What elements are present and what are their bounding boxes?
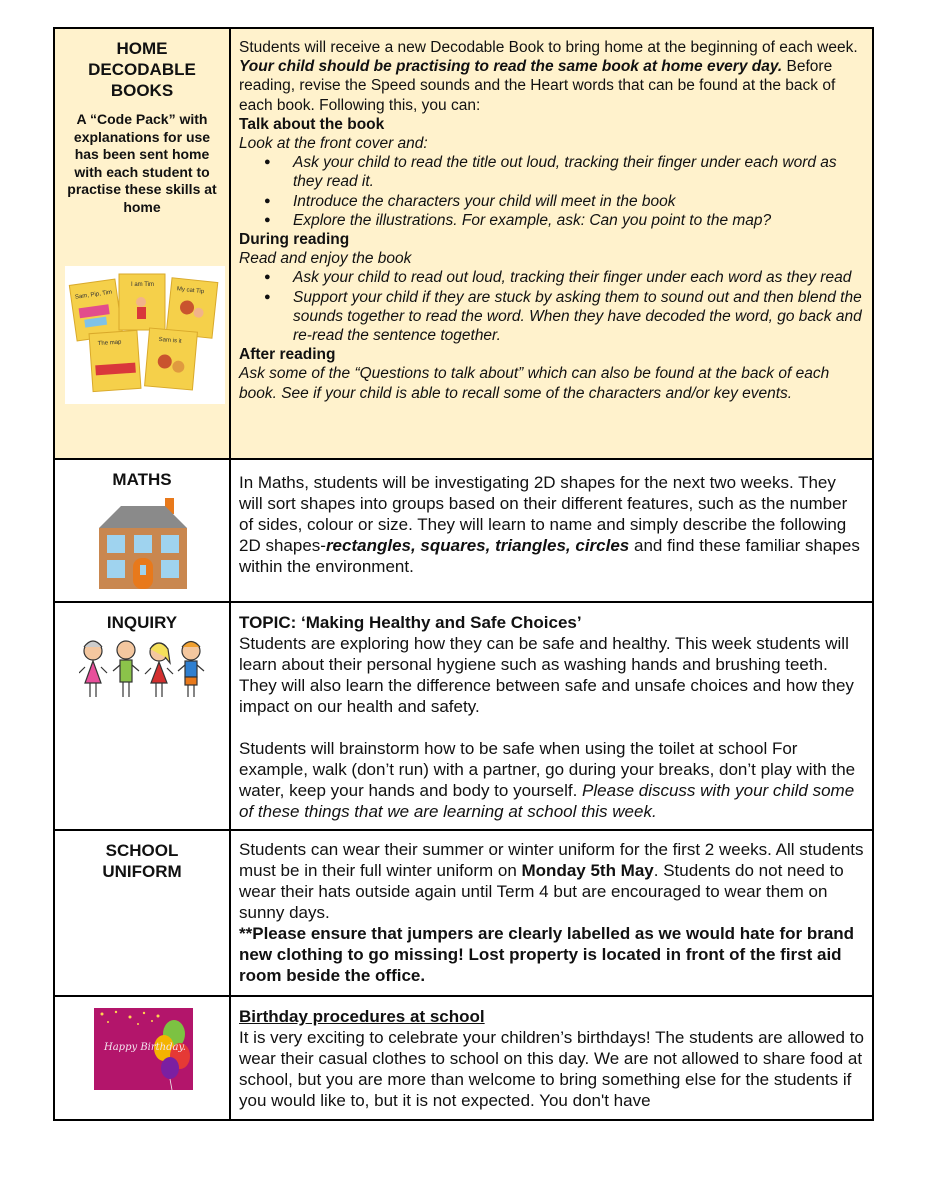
uniform-content bbox=[231, 831, 872, 995]
book-title: My cat Tip bbox=[176, 286, 205, 296]
row-label-cell bbox=[55, 603, 231, 829]
row-label-cell bbox=[55, 831, 231, 995]
list-item: ● Introduce the characters your child will meet in the book bbox=[293, 192, 864, 211]
during-reading-heading: During reading bbox=[239, 231, 350, 249]
row-label-cell bbox=[55, 997, 231, 1119]
row-birthday bbox=[55, 997, 872, 1119]
list-item: ● Ask your child to read the title out loud, tracking their finger under each word as they read it. bbox=[293, 153, 864, 191]
talk-about-heading: Talk about the book bbox=[239, 115, 385, 133]
uniform-text: Students can wear their summer or winter uniform for the first 2 weeks. All students must be in their full winter uniform on Monday 5th May. Students do not need to wear their hats outside again until Term 4 but are encouraged to wear them on sunny days. bbox=[239, 840, 864, 922]
decodable-books-image bbox=[65, 266, 225, 404]
card-text: Happy Birthday. bbox=[104, 1042, 186, 1053]
book-title: The map bbox=[97, 339, 122, 348]
row-label-cell bbox=[55, 29, 231, 458]
book-cover bbox=[119, 274, 165, 330]
row-maths bbox=[55, 460, 872, 603]
book-title: I am Tim bbox=[131, 282, 155, 288]
practise-daily-note: Your child should be practising to read the same book at home every day. bbox=[239, 58, 783, 76]
after-reading-text: Ask some of the “Questions to talk about” which can also be found at the back of each book. See if your child is able to recall some of the characters and/or key events. bbox=[239, 365, 830, 402]
book-title: Sam, Pip, Tim bbox=[74, 289, 113, 301]
code-pack-note: A “Code Pack” with explanations for use has been sent home with each student to practise these skills at home bbox=[67, 111, 217, 215]
decodable-intro: Students will receive a new Decodable Book to bring home at the beginning of each week. Your child should be practising to read the same book at home every day. Before reading, revise the Speed sounds and the Heart words that can be found at the back of each book. Following this, you can: bbox=[239, 39, 858, 114]
decodable-books-content bbox=[231, 29, 872, 458]
row-heading: MATHS bbox=[112, 470, 172, 489]
birthday-content bbox=[231, 997, 872, 1119]
discuss-note: Please discuss with your child some of these things that we are learning at school this week. bbox=[239, 781, 855, 821]
during-reading-lead: Read and enjoy the book bbox=[239, 250, 412, 268]
shape-list: rectangles, squares, triangles, circles bbox=[325, 536, 630, 555]
info-table bbox=[53, 27, 874, 1121]
row-inquiry bbox=[55, 603, 872, 831]
row-heading: SCHOOL UNIFORM bbox=[102, 841, 182, 881]
birthday-card-image bbox=[94, 1008, 193, 1095]
birthday-text: It is very exciting to celebrate your children’s birthdays! The students are allowed to wear their casual clothes to school on this day. We are not allowed to share food at school, but you are more than welcome to bring something else for the students if you would like to, but it is not expected. You don't have bbox=[239, 1028, 864, 1110]
house-shapes-image bbox=[97, 498, 189, 595]
book-title: Sam is it bbox=[158, 336, 182, 345]
inquiry-content bbox=[231, 603, 872, 829]
row-label-cell bbox=[55, 460, 231, 601]
after-reading-heading: After reading bbox=[239, 346, 336, 364]
row-heading: INQUIRY bbox=[106, 613, 178, 632]
row-heading: HOME DECODABLE BOOKS bbox=[88, 39, 196, 100]
labelling-notice: **Please ensure that jumpers are clearly labelled as we would hate for brand new clothing to go missing! Lost property is located in front of the first aid room beside the office. bbox=[239, 924, 855, 985]
talk-about-list bbox=[239, 153, 864, 230]
row-decodable-books bbox=[55, 29, 872, 460]
children-drawing bbox=[79, 637, 209, 708]
during-reading-list bbox=[239, 268, 864, 345]
book-cover bbox=[145, 328, 198, 390]
list-item: ● Support your child if they are stuck by asking them to sound out and then blend the sounds together to read the word. When they have decoded the word, go back and re-read the sentence together. bbox=[293, 288, 864, 346]
inquiry-paragraph: Students are exploring how they can be safe and healthy. This week students will learn about their personal hygiene such as washing hands and brushing teeth. They will also learn the difference between safe and unsafe choices and how they impact on our health and safety. bbox=[239, 634, 854, 716]
birthday-heading: Birthday procedures at school bbox=[239, 1007, 485, 1026]
winter-uniform-date: Monday 5th May bbox=[521, 861, 654, 880]
list-item: ● Ask your child to read out loud, tracking their finger under each word as they read bbox=[293, 268, 864, 287]
list-item: ● Explore the illustrations. For example, ask: Can you point to the map? bbox=[293, 211, 864, 230]
talk-about-lead: Look at the front cover and: bbox=[239, 135, 428, 153]
inquiry-paragraph: Students will brainstorm how to be safe when using the toilet at school For example, walk (don’t run) with a partner, go during your breaks, don’t play with the water, keep your hands and body to yourself. Please discuss with your child some of these things that we are learning at school this week. bbox=[239, 739, 856, 821]
maths-text: In Maths, students will be investigating 2D shapes for the next two weeks. They will sort shapes into groups based on their different features, such as the number of sides, colour or size. They will learn to name and simply describe the following 2D shapes-rectangles, squares, triangles, circles and find these familiar shapes within the environment. bbox=[239, 473, 860, 576]
row-school-uniform bbox=[55, 831, 872, 997]
book-cover bbox=[166, 278, 218, 339]
maths-content bbox=[231, 460, 872, 601]
inquiry-topic: TOPIC: ‘Making Healthy and Safe Choices’ bbox=[239, 613, 582, 632]
book-cover bbox=[89, 330, 141, 391]
